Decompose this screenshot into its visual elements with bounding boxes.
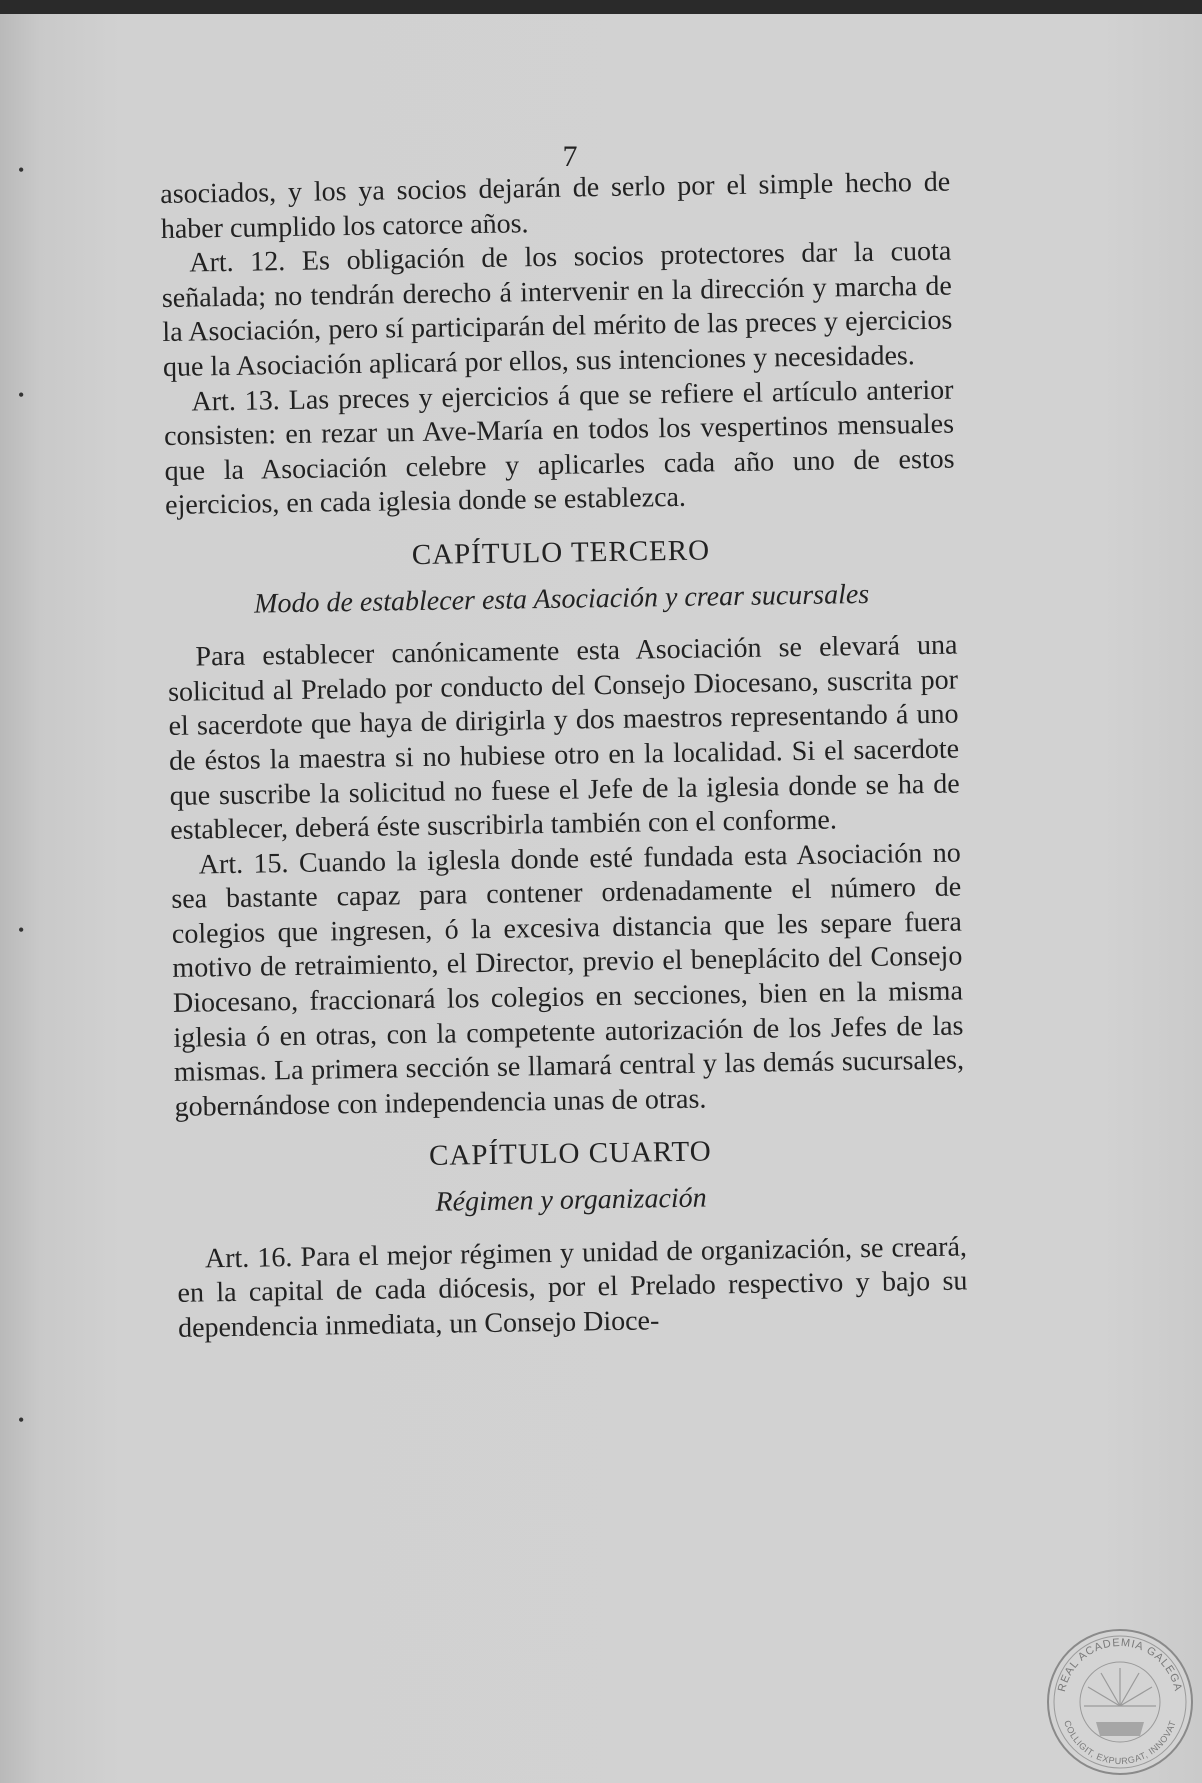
paragraph: asociados, y los ya socios dejarán de serlo por el simple hecho de haber cumplido los catorce años. (160, 166, 951, 245)
chapter-heading-cuarto: CAPÍTULO CUARTO (428, 1135, 712, 1173)
paragraph-art-16: Art. 16. Para el mejor régimen y unidad de organización, se creará, en la capital de cada diócesis, por el Prelado respectivo y bajo su dependencia inmediata, un Consejo Dioce- (177, 1231, 968, 1344)
paragraph-art-15: Art. 15. Cuando la iglesla donde esté fundada esta Asociación no sea bastante capaz para contener ordenadamente el número de colegios que ingresen, ó la excesiva distancia que les separe fuera motivo de retraimiento, el Director, previo el beneplácito del Consejo Diocesano, fraccionará los colegios en secciones, bien en la misma iglesia ó en otras, con la competente autorización de los Jefes de las mismas. La primera sección se llamará central y las demás sucursales, gobernándose con independencia unas de otras. (171, 837, 965, 1123)
academy-seal-stamp (1044, 1626, 1196, 1778)
page-text (160, 166, 968, 1347)
chapter-heading-tercero: CAPÍTULO TERCERO (411, 534, 711, 572)
chapter-subtitle: Modo de establecer esta Asociación y crear sucursales (253, 578, 870, 620)
margin-mark: • (18, 385, 25, 405)
page-number: 7 (562, 140, 578, 173)
seal-top-text: REAL ACADEMIA GALEGA (1055, 1636, 1185, 1694)
paragraph-establecer: Para establecer canónicamente esta Asociación se elevará una solicitud al Prelado por conducto del Consejo Diocesano, suscrita por el sacerdote que haya de dirigirla y dos maestros representando á uno de éstos la maestra si no hubiese otro en la localidad. Si el sacerdote que suscribe la solicitud no fuese el Jefe de la iglesia donde se ha de establecer, deberá éste suscribirla también con el conforme. (167, 629, 960, 847)
margin-mark: • (18, 920, 25, 940)
seal-bottom-text: COLLIGIT, EXPURGAT, INNOVAT (1062, 1719, 1178, 1767)
margin-mark: • (18, 1410, 25, 1430)
paragraph-art-13: Art. 13. Las preces y ejercicios á que se refiere el artículo anterior consisten: en rezar un Ave-María en todos los vespertinos mensuales que la Asociación celebre y aplicarles cada año uno de estos ejercicios, en cada iglesia donde se establezca. (163, 374, 955, 522)
chapter-subtitle: Régimen y organización (435, 1182, 707, 1218)
paragraph-art-12: Art. 12. Es obligación de los socios protectores dar la cuota señalada; no tendrán derecho á intervenir en la dirección y marcha de la Asociación, pero sí participarán del mérito de las preces y ejercicios que la Asociación aplicará por ellos, sus intenciones y necesidades. (161, 235, 953, 383)
margin-mark: • (18, 160, 25, 180)
